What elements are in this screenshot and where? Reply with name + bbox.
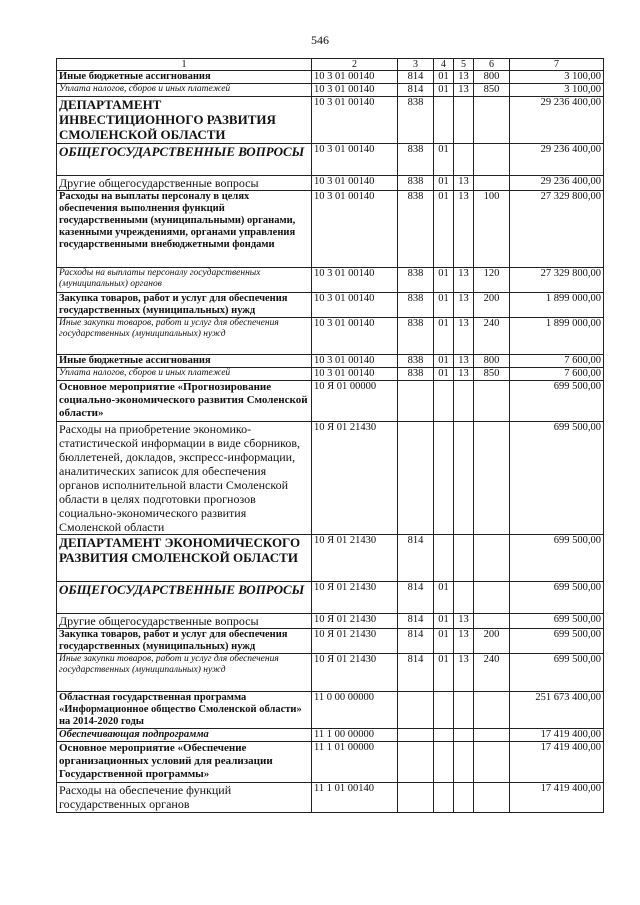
table-row: [57, 692, 604, 729]
subsection-code-cell: 13: [454, 368, 474, 381]
subsection-code-cell: 13: [454, 176, 474, 191]
expense-name-cell: Другие общегосударственные вопросы: [57, 614, 312, 629]
department-code-cell: 838: [398, 355, 434, 368]
subsection-code-cell: [454, 535, 474, 582]
column-header: 5: [454, 59, 474, 71]
target-article-code-cell: 10 Я 01 21430: [312, 422, 398, 535]
subsection-code-cell: 13: [454, 268, 474, 293]
department-code-cell: 814: [398, 84, 434, 97]
section-code-cell: 01: [434, 654, 454, 692]
expense-type-code-cell: 800: [474, 355, 510, 368]
expense-name-cell: Расходы на выплаты персоналу в целях обеспечения выполнения функций государственными (муниципальными) органами, казенными учреждениями, органами управления государственными внебюджетными фондами: [57, 191, 312, 268]
department-code-cell: [398, 381, 434, 422]
amount-cell: 699 500,00: [510, 654, 604, 692]
target-article-code-cell: 10 3 01 00140: [312, 268, 398, 293]
table-row: [57, 629, 604, 654]
expense-type-code-cell: 240: [474, 654, 510, 692]
table-row: [57, 381, 604, 422]
expense-name-cell: Уплата налогов, сборов и иных платежей: [57, 368, 312, 381]
department-code-cell: 814: [398, 582, 434, 614]
amount-cell: 27 329 800,00: [510, 268, 604, 293]
target-article-code-cell: 10 Я 01 21430: [312, 654, 398, 692]
expense-type-code-cell: 120: [474, 268, 510, 293]
amount-cell: 699 500,00: [510, 629, 604, 654]
department-code-cell: 814: [398, 654, 434, 692]
section-code-cell: [434, 729, 454, 742]
column-header: 3: [398, 59, 434, 71]
expense-type-code-cell: [474, 729, 510, 742]
target-article-code-cell: 10 3 01 00140: [312, 191, 398, 268]
table-row: [57, 654, 604, 692]
department-code-cell: [398, 692, 434, 729]
section-code-cell: 01: [434, 84, 454, 97]
subsection-code-cell: 13: [454, 355, 474, 368]
amount-cell: 699 500,00: [510, 381, 604, 422]
section-code-cell: 01: [434, 582, 454, 614]
expense-type-code-cell: [474, 535, 510, 582]
amount-cell: 699 500,00: [510, 582, 604, 614]
expense-name-cell: Расходы на выплаты персоналу государственных (муниципальных) органов: [57, 268, 312, 293]
section-code-cell: [434, 535, 454, 582]
expense-name-cell: ОБЩЕГОСУДАРСТВЕННЫЕ ВОПРОСЫ: [57, 582, 312, 614]
section-code-cell: 01: [434, 71, 454, 84]
amount-cell: 7 600,00: [510, 355, 604, 368]
department-code-cell: 814: [398, 71, 434, 84]
subsection-code-cell: [454, 422, 474, 535]
amount-cell: 251 673 400,00: [510, 692, 604, 729]
budget-table: [56, 58, 604, 813]
amount-cell: 699 500,00: [510, 614, 604, 629]
expense-type-code-cell: [474, 614, 510, 629]
subsection-code-cell: 13: [454, 614, 474, 629]
expense-name-cell: Закупка товаров, работ и услуг для обеспечения государственных (муниципальных) нужд: [57, 293, 312, 318]
amount-cell: 29 236 400,00: [510, 97, 604, 144]
expense-type-code-cell: 800: [474, 71, 510, 84]
amount-cell: 3 100,00: [510, 71, 604, 84]
subsection-code-cell: [454, 783, 474, 813]
expense-name-cell: Основное мероприятие «Обеспечение организационных условий для реализации Государственной программы»: [57, 742, 312, 783]
expense-name-cell: Областная государственная программа «Информационное общество Смоленской области» на 2014-2020 годы: [57, 692, 312, 729]
budget-table-body: [57, 71, 604, 813]
expense-type-code-cell: [474, 422, 510, 535]
expense-type-code-cell: 100: [474, 191, 510, 268]
subsection-code-cell: [454, 381, 474, 422]
department-code-cell: 838: [398, 268, 434, 293]
section-code-cell: 01: [434, 176, 454, 191]
expense-type-code-cell: 200: [474, 293, 510, 318]
table-row: [57, 582, 604, 614]
amount-cell: 699 500,00: [510, 535, 604, 582]
department-code-cell: [398, 422, 434, 535]
amount-cell: 29 236 400,00: [510, 144, 604, 176]
department-code-cell: 838: [398, 97, 434, 144]
table-row: [57, 176, 604, 191]
column-header: 4: [434, 59, 454, 71]
expense-name-cell: Расходы на приобретение экономико-статистической информации в виде сборников, бюллетеней, докладов, экспресс-информации, аналитических записок для обеспечения органов исполнительной власти Смоленской области в целях подготовки прогнозов социально-экономического развития Смоленской области: [57, 422, 312, 535]
table-row: [57, 191, 604, 268]
table-row: [57, 97, 604, 144]
section-code-cell: 01: [434, 191, 454, 268]
subsection-code-cell: 13: [454, 654, 474, 692]
target-article-code-cell: 10 3 01 00140: [312, 71, 398, 84]
expense-type-code-cell: [474, 692, 510, 729]
department-code-cell: [398, 783, 434, 813]
table-row: [57, 268, 604, 293]
expense-name-cell: ДЕПАРТАМЕНТ ИНВЕСТИЦИОННОГО РАЗВИТИЯ СМОЛЕНСКОЙ ОБЛАСТИ: [57, 97, 312, 144]
section-code-cell: 01: [434, 144, 454, 176]
target-article-code-cell: 10 3 01 00140: [312, 293, 398, 318]
expense-type-code-cell: [474, 144, 510, 176]
department-code-cell: 838: [398, 368, 434, 381]
target-article-code-cell: 10 3 01 00140: [312, 176, 398, 191]
amount-cell: 27 329 800,00: [510, 191, 604, 268]
expense-type-code-cell: [474, 381, 510, 422]
target-article-code-cell: 11 1 00 00000: [312, 729, 398, 742]
target-article-code-cell: 11 0 00 00000: [312, 692, 398, 729]
subsection-code-cell: 13: [454, 318, 474, 355]
target-article-code-cell: 10 3 01 00140: [312, 318, 398, 355]
target-article-code-cell: 11 1 01 00140: [312, 783, 398, 813]
table-row: [57, 71, 604, 84]
target-article-code-cell: 10 Я 01 21430: [312, 582, 398, 614]
section-code-cell: [434, 742, 454, 783]
subsection-code-cell: [454, 144, 474, 176]
table-row: [57, 535, 604, 582]
target-article-code-cell: 10 3 01 00140: [312, 97, 398, 144]
expense-type-code-cell: 850: [474, 84, 510, 97]
target-article-code-cell: 10 3 01 00140: [312, 368, 398, 381]
section-code-cell: [434, 783, 454, 813]
amount-cell: 3 100,00: [510, 84, 604, 97]
subsection-code-cell: 13: [454, 84, 474, 97]
amount-cell: 29 236 400,00: [510, 176, 604, 191]
section-code-cell: 01: [434, 318, 454, 355]
section-code-cell: 01: [434, 629, 454, 654]
department-code-cell: [398, 729, 434, 742]
subsection-code-cell: 13: [454, 629, 474, 654]
amount-cell: 17 419 400,00: [510, 729, 604, 742]
expense-name-cell: Другие общегосударственные вопросы: [57, 176, 312, 191]
section-code-cell: [434, 381, 454, 422]
department-code-cell: [398, 742, 434, 783]
target-article-code-cell: 10 3 01 00140: [312, 144, 398, 176]
target-article-code-cell: 10 3 01 00140: [312, 355, 398, 368]
expense-type-code-cell: [474, 176, 510, 191]
expense-name-cell: ОБЩЕГОСУДАРСТВЕННЫЕ ВОПРОСЫ: [57, 144, 312, 176]
column-header: 1: [57, 59, 312, 71]
column-header: 6: [474, 59, 510, 71]
subsection-code-cell: 13: [454, 293, 474, 318]
section-code-cell: 01: [434, 614, 454, 629]
subsection-code-cell: [454, 742, 474, 783]
amount-cell: 699 500,00: [510, 422, 604, 535]
amount-cell: 1 899 000,00: [510, 318, 604, 355]
target-article-code-cell: 11 1 01 00000: [312, 742, 398, 783]
table-row: [57, 742, 604, 783]
expense-type-code-cell: 850: [474, 368, 510, 381]
target-article-code-cell: 10 Я 01 00000: [312, 381, 398, 422]
department-code-cell: 838: [398, 144, 434, 176]
target-article-code-cell: 10 3 01 00140: [312, 84, 398, 97]
table-row: [57, 144, 604, 176]
amount-cell: 7 600,00: [510, 368, 604, 381]
target-article-code-cell: 10 Я 01 21430: [312, 629, 398, 654]
section-code-cell: [434, 692, 454, 729]
table-row: [57, 293, 604, 318]
department-code-cell: 814: [398, 629, 434, 654]
expense-name-cell: Обеспечивающая подпрограмма: [57, 729, 312, 742]
page-number: 546: [311, 33, 329, 47]
table-row: [57, 783, 604, 813]
amount-cell: 17 419 400,00: [510, 742, 604, 783]
subsection-code-cell: [454, 692, 474, 729]
expense-name-cell: Иные закупки товаров, работ и услуг для обеспечения государственных (муниципальных) нужд: [57, 654, 312, 692]
table-row: [57, 614, 604, 629]
department-code-cell: 814: [398, 614, 434, 629]
subsection-code-cell: 13: [454, 191, 474, 268]
section-code-cell: 01: [434, 268, 454, 293]
expense-name-cell: Основное мероприятие «Прогнозирование социально-экономического развития Смоленской области»: [57, 381, 312, 422]
section-code-cell: 01: [434, 293, 454, 318]
target-article-code-cell: 10 Я 01 21430: [312, 614, 398, 629]
section-code-cell: [434, 422, 454, 535]
expense-type-code-cell: 200: [474, 629, 510, 654]
expense-type-code-cell: [474, 582, 510, 614]
subsection-code-cell: 13: [454, 71, 474, 84]
table-row: [57, 84, 604, 97]
table-row: [57, 422, 604, 535]
amount-cell: 1 899 000,00: [510, 293, 604, 318]
expense-name-cell: Иные бюджетные ассигнования: [57, 355, 312, 368]
expense-name-cell: Расходы на обеспечение функций государственных органов: [57, 783, 312, 813]
table-row: [57, 318, 604, 355]
department-code-cell: 838: [398, 293, 434, 318]
target-article-code-cell: 10 Я 01 21430: [312, 535, 398, 582]
department-code-cell: 838: [398, 176, 434, 191]
section-code-cell: 01: [434, 368, 454, 381]
department-code-cell: 814: [398, 535, 434, 582]
column-header: 7: [510, 59, 604, 71]
section-code-cell: 01: [434, 355, 454, 368]
expense-name-cell: Иные закупки товаров, работ и услуг для обеспечения государственных (муниципальных) нужд: [57, 318, 312, 355]
table-row: [57, 729, 604, 742]
column-number-header-row: [57, 59, 604, 71]
table-row: [57, 368, 604, 381]
expense-type-code-cell: 240: [474, 318, 510, 355]
department-code-cell: 838: [398, 318, 434, 355]
expense-name-cell: ДЕПАРТАМЕНТ ЭКОНОМИЧЕСКОГО РАЗВИТИЯ СМОЛЕНСКОЙ ОБЛАСТИ: [57, 535, 312, 582]
expense-name-cell: Уплата налогов, сборов и иных платежей: [57, 84, 312, 97]
table-row: [57, 355, 604, 368]
amount-cell: 17 419 400,00: [510, 783, 604, 813]
subsection-code-cell: [454, 582, 474, 614]
subsection-code-cell: [454, 729, 474, 742]
expense-name-cell: Закупка товаров, работ и услуг для обеспечения государственных (муниципальных) нужд: [57, 629, 312, 654]
expense-name-cell: Иные бюджетные ассигнования: [57, 71, 312, 84]
subsection-code-cell: [454, 97, 474, 144]
department-code-cell: 838: [398, 191, 434, 268]
expense-type-code-cell: [474, 783, 510, 813]
expense-type-code-cell: [474, 97, 510, 144]
section-code-cell: [434, 97, 454, 144]
column-header: 2: [312, 59, 398, 71]
expense-type-code-cell: [474, 742, 510, 783]
